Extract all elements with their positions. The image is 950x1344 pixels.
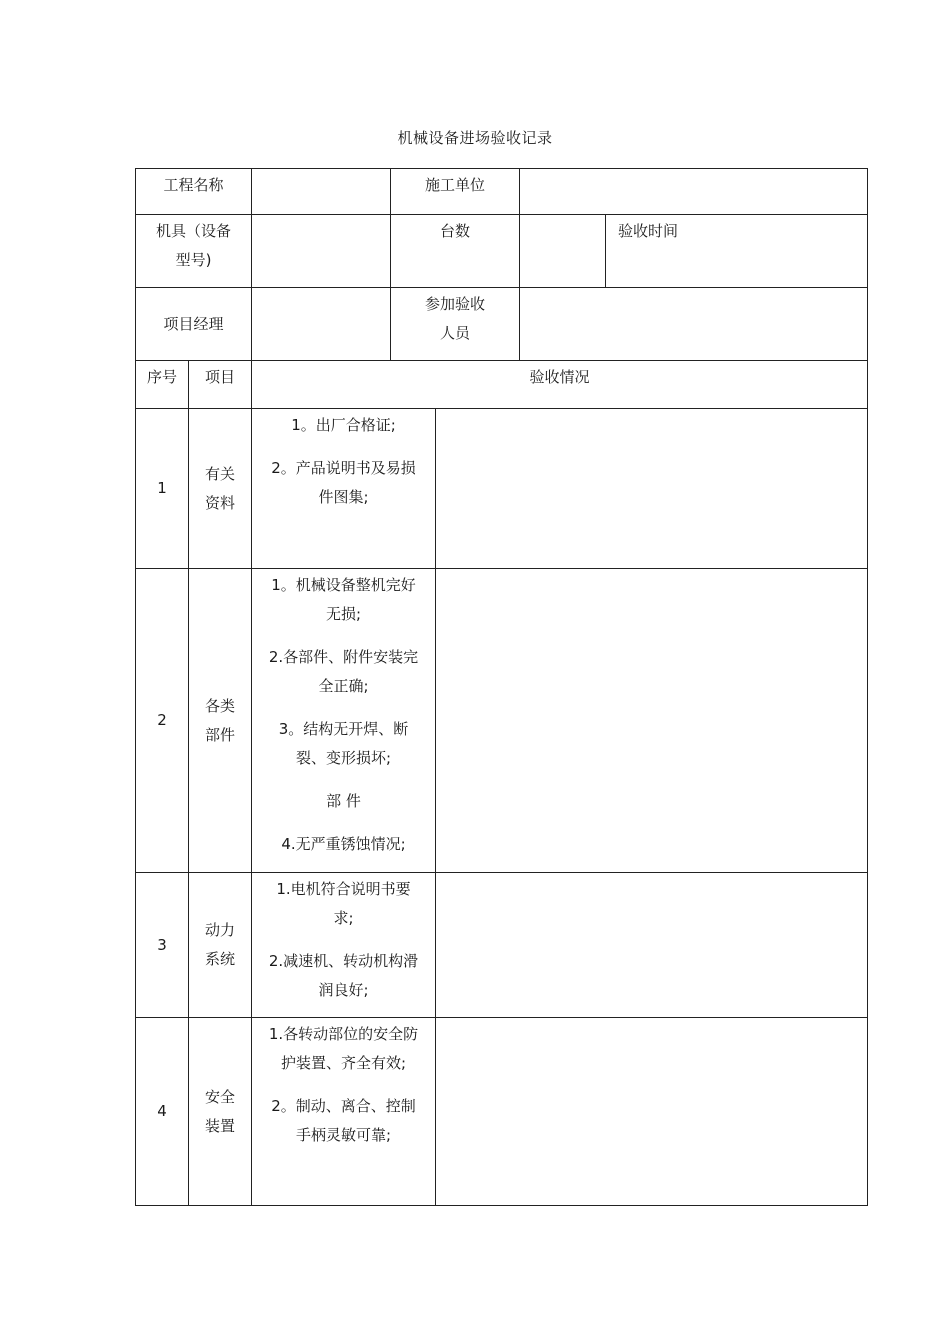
row-seq: 4 — [136, 1018, 189, 1206]
construction-unit-label: 施工单位 — [391, 169, 520, 215]
criterion — [252, 947, 435, 1005]
column-header-row — [136, 361, 868, 409]
header-row-machine — [136, 215, 868, 288]
seq-column-header: 序号 — [136, 361, 189, 409]
row-item — [189, 873, 252, 1018]
criterion — [252, 571, 435, 629]
criterion-line: 1。机械设备整机完好 — [271, 576, 416, 594]
criterion-line: 2.减速机、转动机构滑 — [268, 952, 419, 970]
criterion — [252, 1092, 435, 1150]
status-column-header: 验收情况 — [252, 361, 868, 409]
machine-label — [136, 215, 252, 288]
row-item-line2: 系统 — [205, 950, 236, 968]
row-seq: 1 — [136, 409, 189, 569]
machine-label-line2: 型号) — [175, 251, 212, 269]
row-item-line1: 动力 — [205, 921, 236, 939]
row-item-line2: 装置 — [205, 1116, 236, 1135]
table-row — [136, 409, 868, 569]
project-name-field[interactable] — [252, 169, 391, 215]
acceptance-form-table — [135, 168, 868, 1206]
criterion — [252, 875, 435, 933]
criterion — [252, 454, 435, 512]
criterion-line: 1.电机符合说明书要 — [276, 880, 411, 898]
criterion-line: 2。制动、离合、控制 — [271, 1097, 416, 1115]
criterion-line: 1。出厂合格证; — [291, 416, 396, 434]
quantity-label: 台数 — [391, 215, 520, 288]
table-row — [136, 569, 868, 873]
criterion-line: 2.各部件、附件安装完 — [268, 648, 419, 666]
criterion-line: 2。产品说明书及易损 — [271, 459, 416, 477]
row-result-field[interactable] — [436, 409, 868, 569]
row-item-line1: 各类 — [205, 696, 236, 715]
row-result-field[interactable] — [436, 873, 868, 1018]
criterion — [252, 830, 435, 859]
criterion-line: 求; — [333, 909, 354, 927]
criterion — [252, 643, 435, 701]
item-column-header: 项目 — [189, 361, 252, 409]
participants-label-line1: 参加验收 — [425, 295, 486, 313]
participants-field[interactable] — [520, 288, 868, 361]
header-row-manager — [136, 288, 868, 361]
row-criteria — [252, 1018, 436, 1206]
construction-unit-field[interactable] — [520, 169, 868, 215]
criterion-line: 全正确; — [318, 677, 369, 695]
criterion-line: 部 件 — [326, 792, 361, 810]
row-criteria — [252, 409, 436, 569]
criterion-line: 1.各转动部位的安全防 — [268, 1025, 419, 1043]
criterion-line: 润良好; — [318, 981, 369, 999]
quantity-field[interactable] — [520, 215, 606, 288]
row-criteria — [252, 873, 436, 1018]
row-criteria — [252, 569, 436, 873]
criterion-line: 4.无严重锈蚀情况; — [281, 835, 406, 853]
criterion-line: 件图集; — [318, 488, 369, 506]
table-row — [136, 873, 868, 1018]
row-item — [189, 409, 252, 569]
participants-label-line2: 人员 — [440, 324, 471, 342]
criterion — [252, 787, 435, 816]
project-manager-label: 项目经理 — [136, 288, 252, 361]
row-result-field[interactable] — [436, 1018, 868, 1206]
criterion-line: 护装置、齐全有效; — [280, 1054, 407, 1072]
criterion — [252, 715, 435, 773]
row-item-line2: 部件 — [205, 725, 236, 744]
criterion — [252, 411, 435, 440]
row-seq: 2 — [136, 569, 189, 873]
machine-field[interactable] — [252, 215, 391, 288]
criterion — [252, 1020, 435, 1078]
acceptance-time-label — [606, 215, 868, 288]
criterion-line: 手柄灵敏可靠; — [295, 1126, 392, 1144]
row-item-line2: 资料 — [205, 493, 236, 512]
participants-label — [391, 288, 520, 361]
criterion-line: 无损; — [325, 605, 362, 623]
criterion-line: 3。结构无开焊、断 — [278, 720, 409, 738]
criterion-line: 裂、变形损坏; — [295, 749, 392, 767]
project-name-label: 工程名称 — [136, 169, 252, 215]
page-title: 机械设备进场验收记录 — [397, 129, 553, 147]
header-row-project — [136, 169, 868, 215]
row-seq: 3 — [136, 873, 189, 1018]
row-item-line1: 安全 — [205, 1087, 236, 1106]
row-item — [189, 1018, 252, 1206]
table-row — [136, 1018, 868, 1206]
acceptance-time-text: 验收时间 — [618, 222, 679, 240]
row-result-field[interactable] — [436, 569, 868, 873]
row-item-line1: 有关 — [205, 464, 236, 483]
machine-label-line1: 机具（设备 — [156, 222, 232, 240]
project-manager-field[interactable] — [252, 288, 391, 361]
row-item — [189, 569, 252, 873]
